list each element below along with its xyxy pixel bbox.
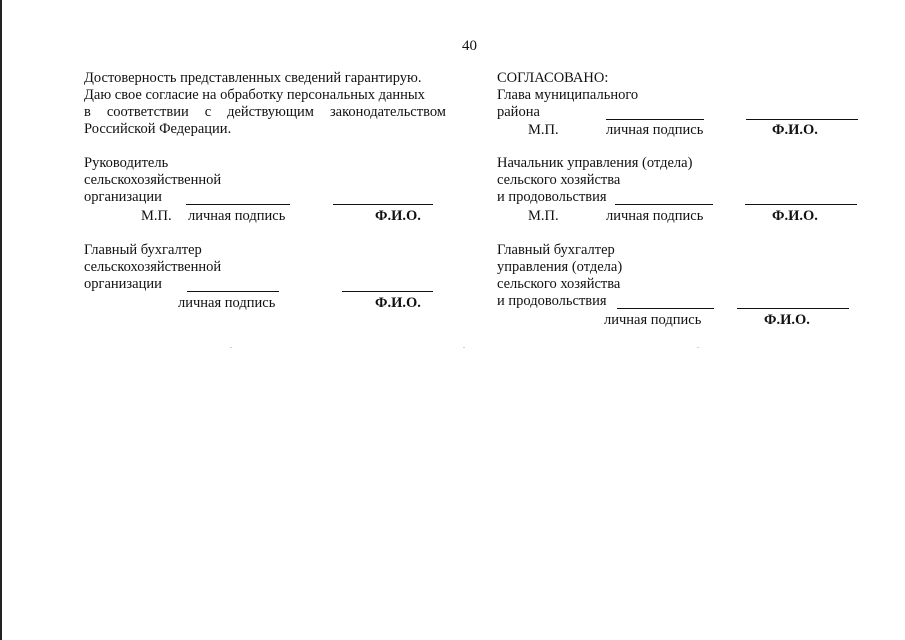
- guarantee-line-4: Российской Федерации.: [84, 121, 232, 137]
- left-accountant-title-line-3: организации: [84, 276, 162, 292]
- page-number: 40: [462, 38, 477, 54]
- chief-title-line-2: сельского хозяйства: [497, 172, 621, 188]
- approval-title: СОГЛАСОВАНО:: [497, 70, 609, 86]
- left-accountant-signature-caption: личная подпись: [178, 295, 276, 311]
- chief-stamp-label: М.П.: [528, 208, 559, 224]
- approval-name-line: [746, 119, 858, 120]
- right-accountant-name-line: [737, 308, 849, 309]
- chief-name-caption: Ф.И.О.: [772, 208, 818, 224]
- head-title-line-1: Руководитель: [84, 155, 169, 171]
- left-accountant-title-line-2: сельскохозяйственной: [84, 259, 222, 275]
- head-signature-line: [186, 204, 290, 205]
- approval-signature-line: [606, 119, 704, 120]
- head-signature-caption: личная подпись: [188, 208, 286, 224]
- head-name-caption: Ф.И.О.: [375, 208, 421, 224]
- head-title-line-3: организации: [84, 189, 162, 205]
- right-accountant-title-line-3: сельского хозяйства: [497, 276, 621, 292]
- approval-name-caption: Ф.И.О.: [772, 122, 818, 138]
- guarantee-word: в: [84, 104, 91, 120]
- right-accountant-title-line-1: Главный бухгалтер: [497, 242, 615, 258]
- scan-speck: [230, 347, 232, 348]
- left-accountant-signature-line: [187, 291, 279, 292]
- chief-signature-line: [615, 204, 713, 205]
- guarantee-word: законодательством: [329, 104, 446, 120]
- guarantee-line-3: [84, 104, 446, 121]
- guarantee-word: соответствии: [106, 104, 189, 120]
- left-accountant-title-line-1: Главный бухгалтер: [84, 242, 202, 258]
- chief-title-line-1: Начальник управления (отдела): [497, 155, 693, 171]
- scan-speck: [463, 347, 465, 348]
- approval-stamp-label: М.П.: [528, 122, 559, 138]
- chief-signature-caption: личная подпись: [606, 208, 704, 224]
- right-accountant-signature-caption: личная подпись: [604, 312, 702, 328]
- left-accountant-name-line: [342, 291, 433, 292]
- guarantee-word: действующим: [227, 104, 314, 120]
- guarantee-line-1: Достоверность представленных сведений гарантирую.: [84, 70, 422, 86]
- head-stamp-label: М.П.: [141, 208, 172, 224]
- chief-title-line-3: и продовольствия: [497, 189, 607, 205]
- head-title-line-2: сельскохозяйственной: [84, 172, 222, 188]
- guarantee-word: с: [204, 104, 212, 120]
- right-accountant-title-line-2: управления (отдела): [497, 259, 623, 275]
- approval-line-2: района: [497, 104, 540, 120]
- guarantee-line-2: Даю свое согласие на обработку персональных данных: [84, 87, 425, 103]
- approval-line-1: Глава муниципального: [497, 87, 639, 103]
- right-accountant-title-line-4: и продовольствия: [497, 293, 607, 309]
- page-left-edge: [0, 0, 2, 640]
- right-accountant-signature-line: [617, 308, 714, 309]
- approval-signature-caption: личная подпись: [606, 122, 704, 138]
- left-accountant-name-caption: Ф.И.О.: [375, 295, 421, 311]
- right-accountant-name-caption: Ф.И.О.: [764, 312, 810, 328]
- scan-speck: [697, 347, 699, 348]
- chief-name-line: [745, 204, 857, 205]
- head-name-line: [333, 204, 433, 205]
